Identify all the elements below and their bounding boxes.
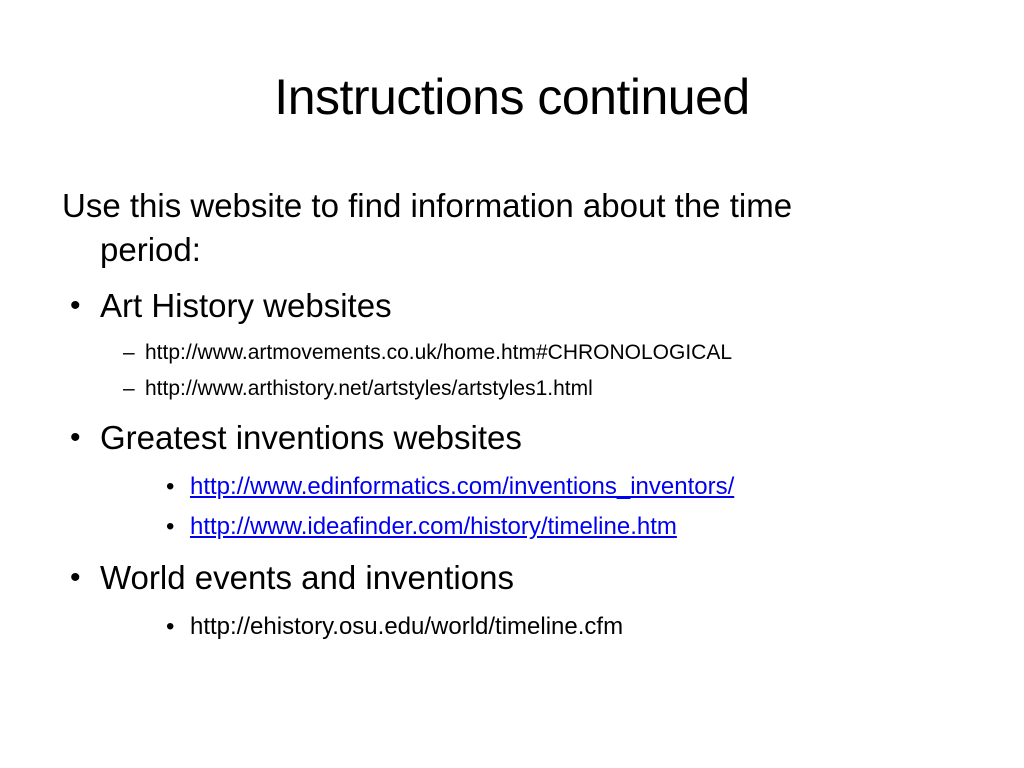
bullet-icon: • (70, 421, 81, 454)
slide-body (62, 184, 962, 644)
dash-icon: – (123, 341, 135, 364)
list-item (62, 338, 962, 368)
bullet-icon: • (166, 473, 175, 500)
dash-icon: – (123, 377, 135, 400)
list-item (62, 374, 962, 404)
section-heading-greatest-inventions (62, 416, 962, 460)
section-heading-label: World events and inventions (100, 559, 514, 596)
url-text: http://www.arthistory.net/artstyles/artstyles1.html (145, 377, 593, 400)
list-item (62, 610, 962, 644)
list-item (62, 510, 962, 544)
bullet-icon: • (70, 561, 81, 594)
section-heading-world-events (62, 556, 962, 600)
section-heading-label: Greatest inventions websites (100, 419, 522, 456)
section-heading-label: Art History websites (100, 287, 392, 324)
bullet-icon: • (166, 513, 175, 540)
ideafinder-link[interactable]: http://www.ideafinder.com/history/timeline.htm (190, 513, 677, 540)
intro-text-line-2: period: (100, 231, 201, 268)
edinformatics-link[interactable]: http://www.edinformatics.com/inventions_inventors/ (190, 473, 735, 500)
slide-title: Instructions continued (274, 69, 750, 125)
list-item (62, 470, 962, 504)
section-heading-art-history (62, 284, 962, 328)
intro-text-line-1: Use this website to find information about the time (62, 187, 793, 224)
url-text: http://www.artmovements.co.uk/home.htm#CHRONOLOGICAL (145, 341, 733, 364)
url-text: http://ehistory.osu.edu/world/timeline.cfm (190, 613, 624, 640)
bullet-icon: • (166, 613, 175, 640)
bullet-icon: • (70, 289, 81, 322)
